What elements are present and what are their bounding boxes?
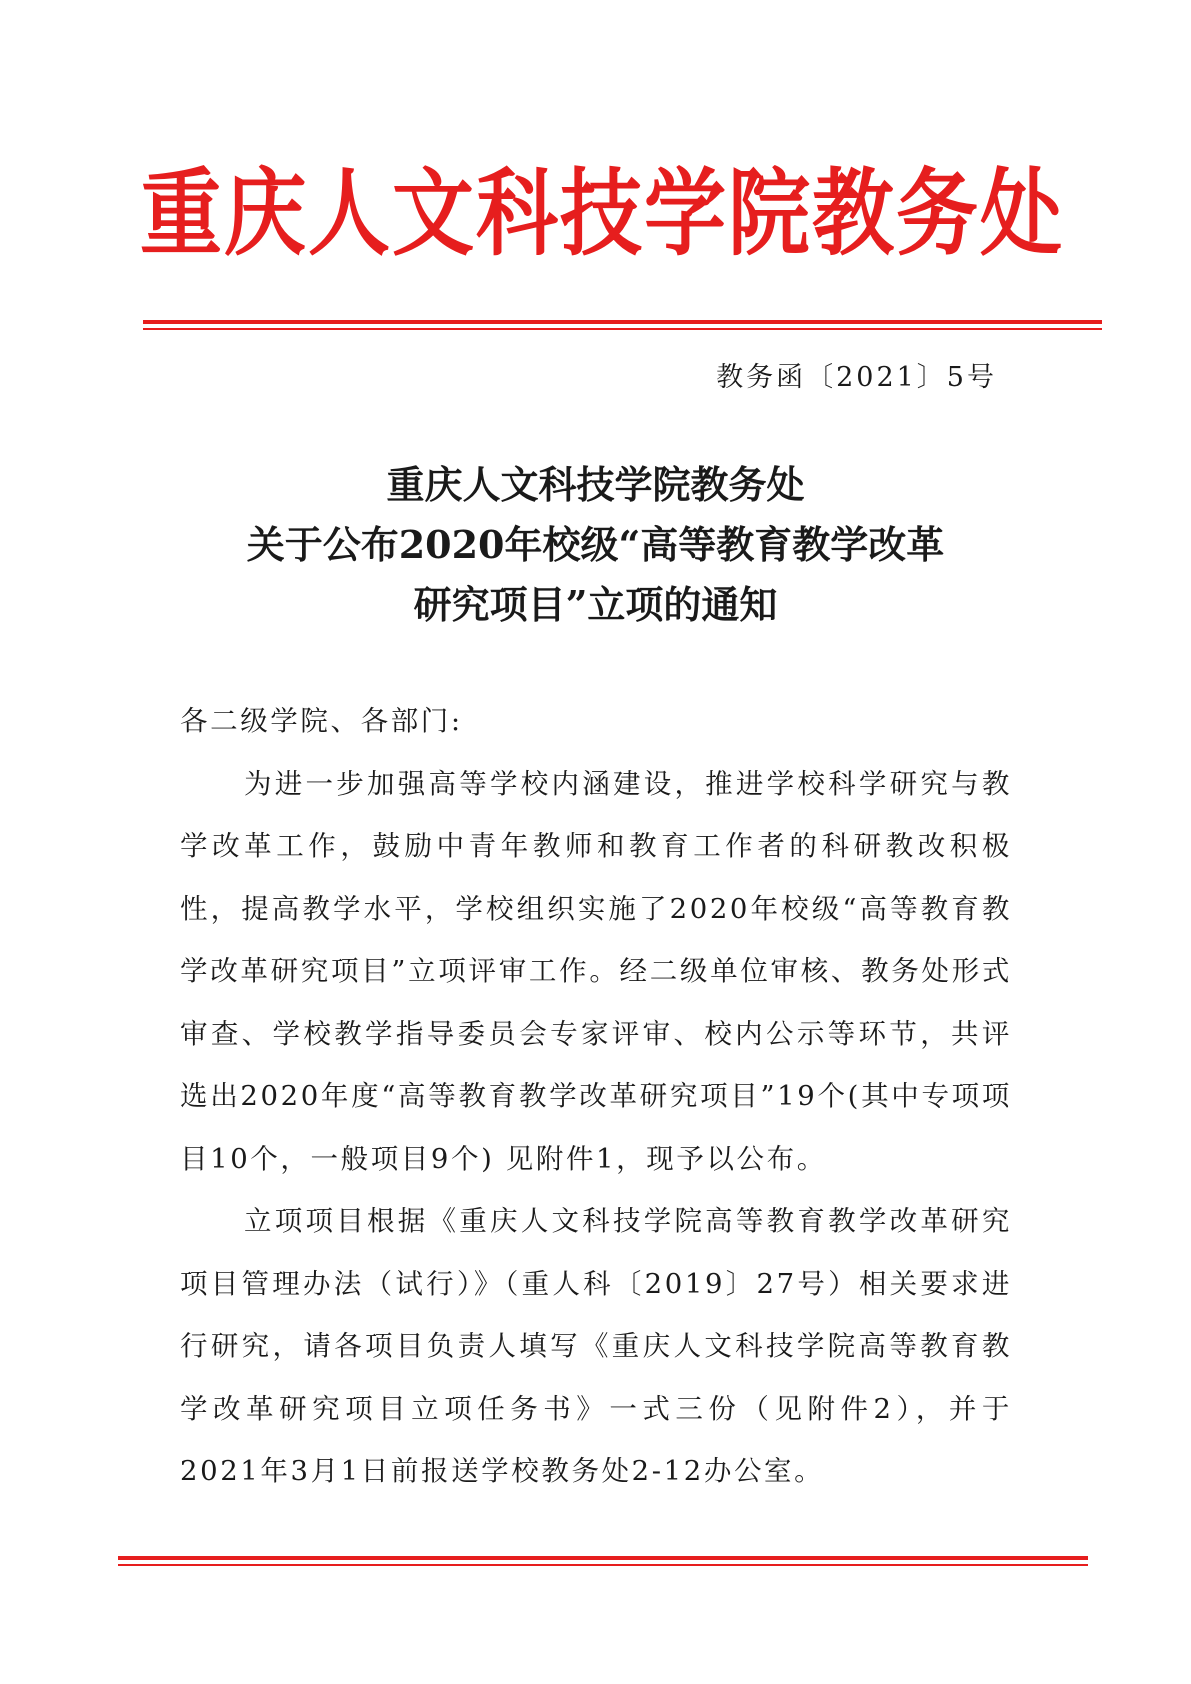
title-line-2: 关于公布2020年校级“高等教育教学改革 [246,522,945,567]
title-line-3: 研究项目”立项的通知 [413,582,778,627]
body-paragraph-1: 为进一步加强高等学校内涵建设，推进学校科学研究与教学改革工作，鼓励中青年教师和教育工作者的科研教改积极性，提高教学水平，学校组织实施了2020年校级“高等教育教学改革研究项目”立项评审工作。经二级单位审核、教务处形式审查、学校教学指导委员会专家评审、校内公示等环节，共评选出2020年度“高等教育教学改革研究项目”19个(其中专项项目10个，一般项目9个) 见附件1，现予以公布。 [180,767,1012,1175]
masthead-org-name: 重庆人文科技学院教务处 [140,159,1065,270]
document-number: 教务函〔2021〕5号 [716,362,997,393]
document-title [0,455,1191,635]
body-paragraph-2: 立项项目根据《重庆人文科技学院高等教育教学改革研究项目管理办法（试行）》（重人科〔2019〕27号）相关要求进行研究，请各项目负责人填写《重庆人文科技学院高等教育教学改革研究项目立项任务书》一式三份（见附件2），并于2021年3月1日前报送学校教务处2-12办公室。 [180,1205,1012,1487]
title-line-1: 重庆人文科技学院教务处 [386,462,805,507]
header-divider-thin [143,328,1102,330]
salutation: 各二级学院、各部门: [180,705,463,737]
footer-divider-thick [118,1556,1088,1560]
document-body [180,690,1012,1503]
header-divider-thick [143,320,1102,324]
footer-divider-thin [118,1564,1088,1566]
